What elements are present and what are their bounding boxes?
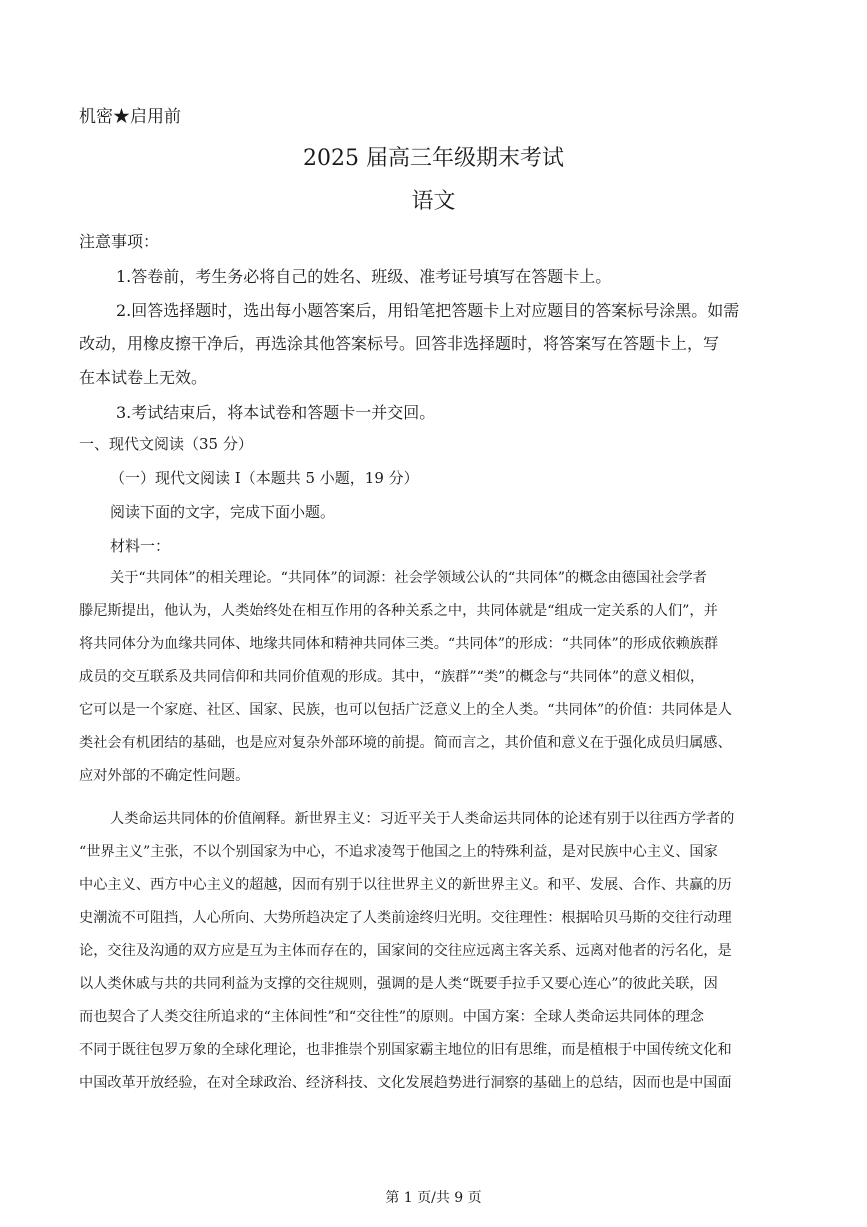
confidential-mark: 机密★启用前: [79, 107, 181, 127]
note-item-2-end: 在本试卷上无效。: [79, 368, 208, 387]
text-line: “世界主义”主张，不以个别国家为中心，不追求凌驾于他国之上的特殊利益，是对民族中心主义、国家: [79, 844, 718, 860]
reading-instruction: 阅读下面的文字，完成下面小题。: [110, 503, 336, 521]
text-line: 关于“共同体”的相关理论。“共同体”的词源：社会学领域公认的“共同体”的概念由德国社会学者: [110, 570, 707, 586]
note-item-2-cont: 改动，用橡皮擦干净后，再选涂其他答案标号。回答非选择题时，将答案写在答题卡上，写: [79, 334, 720, 353]
page-number: 第 1 页/共 9 页: [385, 1190, 482, 1206]
text-line: 成员的交互联系及共同信仰和共同价值观的形成。其中，“族群”“类”的概念与“共同体”的意义相似，: [79, 669, 705, 685]
text-line: 将共同体分为血缘共同体、地缘共同体和精神共同体三类。“共同体”的形成：“共同体”的形成依赖族群: [79, 636, 719, 652]
material-paragraph-1: [79, 562, 790, 793]
exam-title: 2025 届高三年级期末考试: [303, 146, 564, 171]
text-line: 以人类休戚与共的共同利益为支撑的交往规则，强调的是人类“既要手拉手又要心连心”的彼此关联，因: [79, 976, 718, 992]
note-item-2: 2.回答选择题时，选出每小题答案后，用铅笔把答题卡上对应题目的答案标号涂黑。如需: [116, 301, 740, 320]
text-line: 类社会有机团结的基础，也是应对复杂外部环境的前提。简而言之，其价值和意义在于强化成员归属感、: [79, 735, 732, 751]
text-line: 应对外部的不确定性问题。: [79, 768, 250, 784]
note-item-3: 3.考试结束后，将本试卷和答题卡一并交回。: [116, 403, 436, 422]
text-line: 中国改革开放经验，在对全球政治、经济科技、文化发展趋势进行洞察的基础上的总结，因而也是中国面: [79, 1075, 732, 1091]
sub-section-heading: （一）现代文阅读 I（本题共 5 小题，19 分）: [110, 469, 419, 487]
text-line: 论，交往及沟通的双方应是互为主体而存在的，国家间的交往应远离主客关系、远离对他者的污名化，是: [79, 943, 732, 959]
material-paragraph-2: [79, 803, 790, 1100]
text-line: 人类命运共同体的价值阐释。新世界主义：习近平关于人类命运共同体的论述有别于以往西方学者的: [110, 811, 735, 827]
text-line: 史潮流不可阻挡，人心所向、大势所趋决定了人类前途终归光明。交往理性：根据哈贝马斯的交往行动理: [79, 910, 732, 926]
text-line: 它可以是一个家庭、社区、国家、民族，也可以包括广泛意义上的全人类。“共同体”的价值：共同体是人: [79, 702, 732, 718]
note-item-1: 1.答卷前，考生务必将自己的姓名、班级、准考证号填写在答题卡上。: [116, 267, 612, 286]
notes-heading: 注意事项：: [79, 232, 160, 251]
subject-title: 语文: [411, 189, 456, 214]
material-label: 材料一：: [110, 537, 171, 555]
text-line: 不同于既往包罗万象的全球化理论，也非推崇个别国家霸主地位的旧有思维，而是植根于中国传统文化和: [79, 1042, 732, 1058]
text-line: 滕尼斯提出，他认为，人类始终处在相互作用的各种关系之中，共同体就是“组成一定关系的人们”，并: [79, 603, 718, 619]
text-line: 中心主义、西方中心主义的超越，因而有别于以往世界主义的新世界主义。和平、发展、合作、共赢的历: [79, 877, 732, 893]
part-one-heading: 一、现代文阅读（35 分）: [79, 435, 253, 453]
text-line: 而也契合了人类交往所追求的“主体间性”和“交往性”的原则。中国方案：全球人类命运共同体的理念: [79, 1009, 704, 1025]
